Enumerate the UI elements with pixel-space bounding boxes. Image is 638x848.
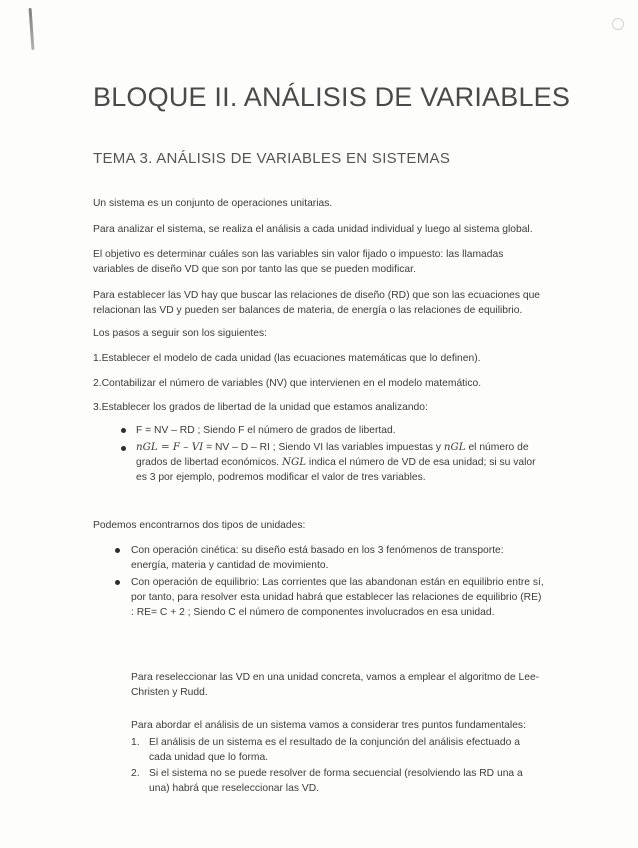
unit-type-equilibrium: Con operación de equilibrio: Las corrientes que las abandonan están en equilibrio entre sí, por tanto, para resolver esta unidad habrá que establecer las relaciones de equilibrio (RE) : RE= C + 2 ; Siendo C el número de componentes involucrados en esa unidad. (131, 577, 544, 618)
ngl-uppercase-symbol: NGL (281, 456, 307, 468)
intro-paragraph-3: El objetivo es determinar cuáles son las variables sin valor fijado o impuesto: las llamadas variables de diseño VD que son por tanto las que se pueden modificar. (93, 249, 504, 275)
intro-paragraph-2: Para analizar el sistema, se realiza el análisis a cada unidad individual y luego al sistema global. (93, 224, 533, 235)
dof-formula: nGL = F – VI (136, 441, 204, 453)
block-title: BLOQUE II. ANÁLISIS DE VARIABLES (93, 82, 571, 112)
bullet-dot (115, 580, 120, 585)
point-text-2: Si el sistema no se puede resolver de forma secuencial (resolviendo las RD una a una) habrá que reseleccionar las VD. (149, 768, 523, 794)
unit-type-kinetic: Con operación cinética: su diseño está basado en los 3 fenómenos de transporte: energía, materia y cantidad de movimiento. (131, 545, 504, 571)
dof-bullet-2: nGL = F – VI = NV – D – RI ; Siendo VI las variables impuestas y nGL el número de grados de libertad económicos. NGL indica el número de VD de esa unidad; si su valor es 3 por ejemplo, podremos modificar el valor de tres variables. (136, 441, 536, 483)
point-number-2: 2. (131, 768, 140, 779)
corner-scan-mark (612, 18, 624, 30)
intro-paragraph-5: Los pasos a seguir son los siguientes: (93, 328, 268, 339)
ngl-symbol: nGL (443, 441, 466, 453)
unit-types-intro: Podemos encontrarnos dos tipos de unidades: (93, 520, 306, 531)
intro-paragraph-1: Un sistema es un conjunto de operaciones unitarias. (93, 198, 333, 209)
step-1: 1.Establecer el modelo de cada unidad (las ecuaciones matemáticas que lo definen). (93, 353, 481, 364)
step-2: 2.Contabilizar el número de variables (NV) que intervienen en el modelo matemático. (93, 378, 482, 389)
dof-bullet-1: F = NV – RD ; Siendo F el número de grados de libertad. (136, 425, 396, 436)
closing-paragraph-2: Para abordar el análisis de un sistema vamos a considerar tres puntos fundamentales: (131, 720, 526, 731)
point-text-1: El análisis de un sistema es el resultado de la conjunción del análisis efectuado a cada unidad que lo forma. (149, 737, 520, 763)
scan-pen-mark (29, 8, 35, 50)
bullet-dot (115, 548, 120, 553)
bullet-dot (121, 428, 126, 433)
bullet-dot (121, 446, 126, 451)
closing-paragraph-1: Para reseleccionar las VD en una unidad concreta, vamos a emplear el algoritmo de Lee-Christen y Rudd. (131, 672, 540, 698)
topic-subtitle: TEMA 3. ANÁLISIS DE VARIABLES EN SISTEMAS (93, 150, 451, 167)
intro-paragraph-4: Para establecer las VD hay que buscar las relaciones de diseño (RD) que son las ecuaciones que relacionan las VD y pueden ser balances de materia, de energía o las relaciones de equilibrio. (93, 290, 541, 316)
step-3: 3.Establecer los grados de libertad de la unidad que estamos analizando: (93, 402, 428, 413)
point-number-1: 1. (131, 737, 140, 748)
